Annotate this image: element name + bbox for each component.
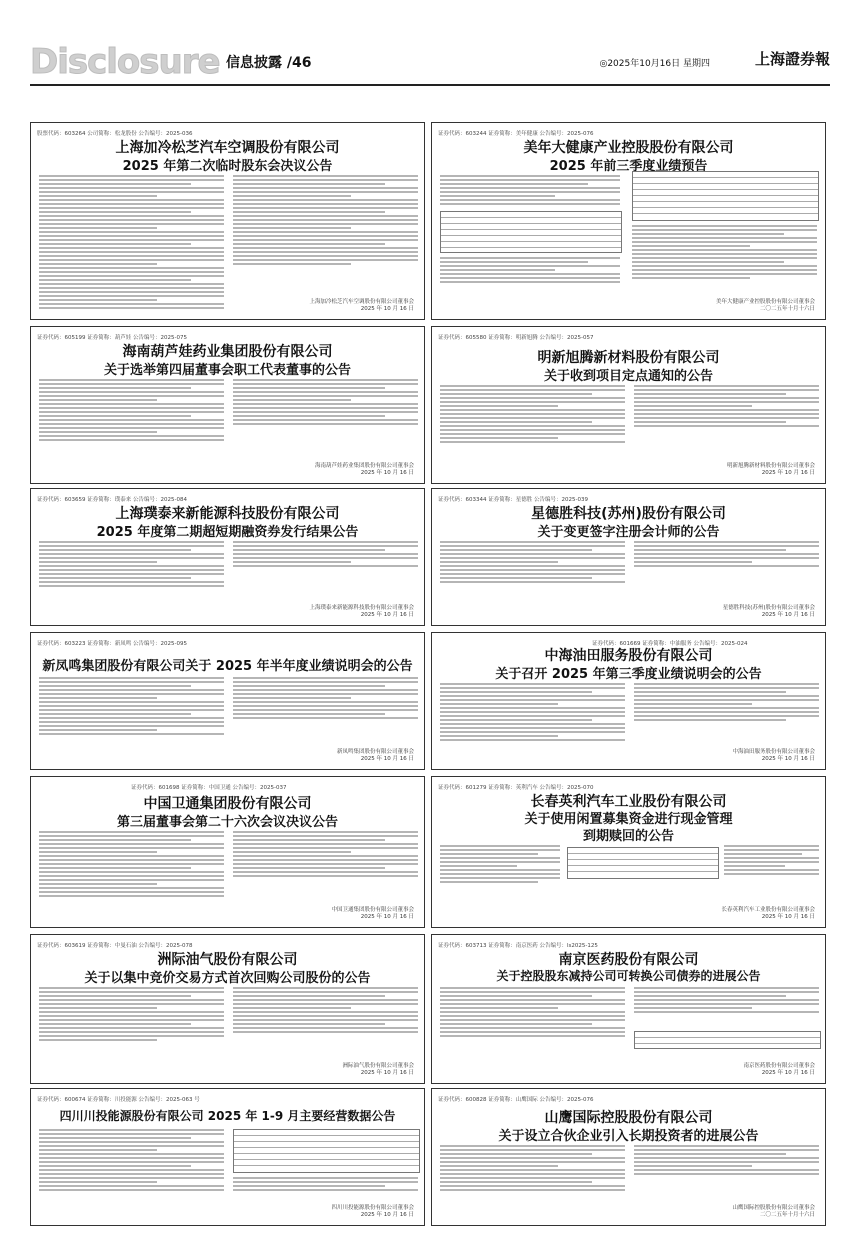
notice-subtitle: 关于变更签字注册会计师的公告 xyxy=(537,525,720,540)
notice-title: 长春英利汽车工业股份有限公司 xyxy=(530,794,727,810)
notice-title: 上海璞泰来新能源科技股份有限公司 xyxy=(115,506,340,522)
notice-signature: 上海加冷松芝汽车空调股份有限公司董事会 2025 年 10 月 16 日 xyxy=(309,299,414,312)
notice-meta: 证券代码：601279 证券简称：英利汽车 公告编号：2025-070 xyxy=(438,785,594,791)
notice-title: 上海加冷松芝汽车空调股份有限公司 xyxy=(115,140,340,156)
notice-signature: 山鹰国际控股股份有限公司董事会 二〇二五年十月十六日 xyxy=(732,1205,815,1218)
notice-subtitle: 关于召开 2025 年第三季度业绩说明会的公告 xyxy=(495,667,762,682)
notice-chuantou xyxy=(30,1088,425,1226)
notice-signature: 中国卫通集团股份有限公司董事会 2025 年 10 月 16 日 xyxy=(331,907,414,920)
notice-subtitle: 关于使用闲置募集资金进行现金管理 xyxy=(524,812,733,827)
notice-meta: 股票代码：603264 公司简称：松龙股份 公告编号：2025-036 xyxy=(37,131,193,137)
notice-meta: 证券代码：605580 证券简称：明新旭腾 公告编号：2025-057 xyxy=(438,335,594,341)
notice-meinian xyxy=(431,122,826,320)
notice-signature: 星德胜科技(苏州)股份有限公司董事会 2025 年 10 月 16 日 xyxy=(722,605,815,618)
notice-signature: 南京医药股份有限公司董事会 2025 年 10 月 16 日 xyxy=(743,1063,815,1076)
notice-yingli xyxy=(431,776,826,928)
notice-shanying xyxy=(431,1088,826,1226)
holding-table xyxy=(634,1031,821,1049)
notice-meta: 证券代码：600674 证券简称：川投能源 公告编号：2025-063 号 xyxy=(37,1097,200,1103)
operating-data-table xyxy=(233,1129,420,1173)
notice-signature: 新凤鸣集团股份有限公司董事会 2025 年 10 月 16 日 xyxy=(336,749,414,762)
notice-huluwa xyxy=(30,326,425,484)
results-table xyxy=(440,211,622,253)
notice-title: 海南葫芦娃药业集团股份有限公司 xyxy=(122,344,333,360)
notice-subtitle: 第三届董事会第二十六次会议决议公告 xyxy=(116,815,338,830)
notice-mingxin xyxy=(431,326,826,484)
forecast-table xyxy=(632,171,819,221)
notice-title: 四川川投能源股份有限公司 2025 年 1-9 月主要经营数据公告 xyxy=(59,1109,396,1123)
notice-title: 美年大健康产业控股股份有限公司 xyxy=(523,140,734,156)
notice-title: 新凤鸣集团股份有限公司关于 2025 年半年度业绩说明会的公告 xyxy=(42,659,413,674)
notice-meta: 证券代码：601698 证券简称：中国卫通 公告编号：2025-037 xyxy=(131,785,287,791)
notice-title: 洲际油气股份有限公司 xyxy=(157,952,298,968)
notice-subtitle: 关于以集中竞价交易方式首次回购公司股份的公告 xyxy=(84,971,371,986)
section-logo: Disclosure xyxy=(30,42,220,82)
notice-meta: 证券代码：603244 证券简称：美年健康 公告编号：2025-076 xyxy=(438,131,594,137)
notice-title: 中海油田服务股份有限公司 xyxy=(544,648,713,664)
notice-meta: 证券代码：603619 证券简称：中曼石油 公告编号：2025-078 xyxy=(37,943,193,949)
notice-meta: 证券代码：603344 证券简称：星德胜 公告编号：2025-039 xyxy=(438,497,588,503)
notice-signature: 明新旭腾新材料股份有限公司董事会 2025 年 10 月 16 日 xyxy=(726,463,815,476)
notice-subtitle: 关于选举第四届董事会职工代表董事的公告 xyxy=(103,363,351,378)
notice-signature: 中海油田服务股份有限公司董事会 2025 年 10 月 16 日 xyxy=(732,749,815,762)
notice-subtitle: 2025 年前三季度业绩预告 xyxy=(549,159,708,174)
notice-signature: 洲际油气股份有限公司董事会 2025 年 10 月 16 日 xyxy=(342,1063,414,1076)
notice-subtitle: 关于收到项目定点通知的公告 xyxy=(543,369,713,384)
notice-title: 星德胜科技(苏州)股份有限公司 xyxy=(531,506,726,522)
notice-signature: 上海璞泰来新能源科技股份有限公司董事会 2025 年 10 月 16 日 xyxy=(309,605,414,618)
page-header xyxy=(30,42,830,82)
newspaper-name: 上海證券報 xyxy=(754,50,830,68)
notice-meta: 证券代码：603713 证券简称：南京医药 公告编号：ls2025-125 xyxy=(438,943,598,949)
notice-putailai xyxy=(30,488,425,626)
notice-title: 中国卫通集团股份有限公司 xyxy=(143,796,312,812)
notice-title: 南京医药股份有限公司 xyxy=(558,952,699,968)
notice-meta: 证券代码：601669 证券简称：中油服务 公告编号：2025-024 xyxy=(592,641,748,647)
notice-subtitle: 2025 年第二次临时股东会决议公告 xyxy=(122,159,333,174)
notice-signature: 四川川投能源股份有限公司董事会 2025 年 10 月 16 日 xyxy=(331,1205,414,1218)
notice-meta: 证券代码：605199 证券简称：葫芦娃 公告编号：2025-075 xyxy=(37,335,187,341)
notice-subtitle-line2: 到期赎回的公告 xyxy=(582,829,674,844)
notice-meta: 证券代码：603659 证券简称：璞泰来 公告编号：2025-084 xyxy=(37,497,187,503)
notice-signature: 长春英利汽车工业股份有限公司董事会 2025 年 10 月 16 日 xyxy=(721,907,815,920)
notice-title: 山鹰国际控股股份有限公司 xyxy=(544,1110,713,1126)
notice-signature: 美年大健康产业控股股份有限公司董事会 二〇二五年十月十六日 xyxy=(715,299,815,312)
section-title: 信息披露 /46 xyxy=(226,55,312,71)
notice-chinasatcom xyxy=(30,776,425,928)
notice-cosl xyxy=(431,632,826,770)
notice-songzhi xyxy=(30,122,425,320)
notice-subtitle: 关于设立合伙企业引入长期投资者的进展公告 xyxy=(498,1129,759,1144)
redemption-table xyxy=(567,847,719,879)
notice-title: 明新旭腾新材料股份有限公司 xyxy=(537,350,720,366)
issue-date: ◎2025年10月16日 星期四 xyxy=(599,59,710,69)
notice-signature: 海南葫芦娃药业集团股份有限公司董事会 2025 年 10 月 16 日 xyxy=(314,463,414,476)
notice-subtitle: 2025 年度第二期超短期融资券发行结果公告 xyxy=(96,525,359,540)
notice-meta: 证券代码：600828 证券简称：山鹰国际 公告编号：2025-076 xyxy=(438,1097,594,1103)
notice-xingdesheng xyxy=(431,488,826,626)
notice-xinfengming xyxy=(30,632,425,770)
notice-nanjing-pharma xyxy=(431,934,826,1084)
notice-meta: 证券代码：603223 证券简称：新凤鸣 公告编号：2025-095 xyxy=(37,641,187,647)
header-divider xyxy=(30,84,830,86)
notice-zhouji xyxy=(30,934,425,1084)
notice-subtitle: 关于控股股东减持公司可转换公司债券的进展公告 xyxy=(496,969,761,983)
